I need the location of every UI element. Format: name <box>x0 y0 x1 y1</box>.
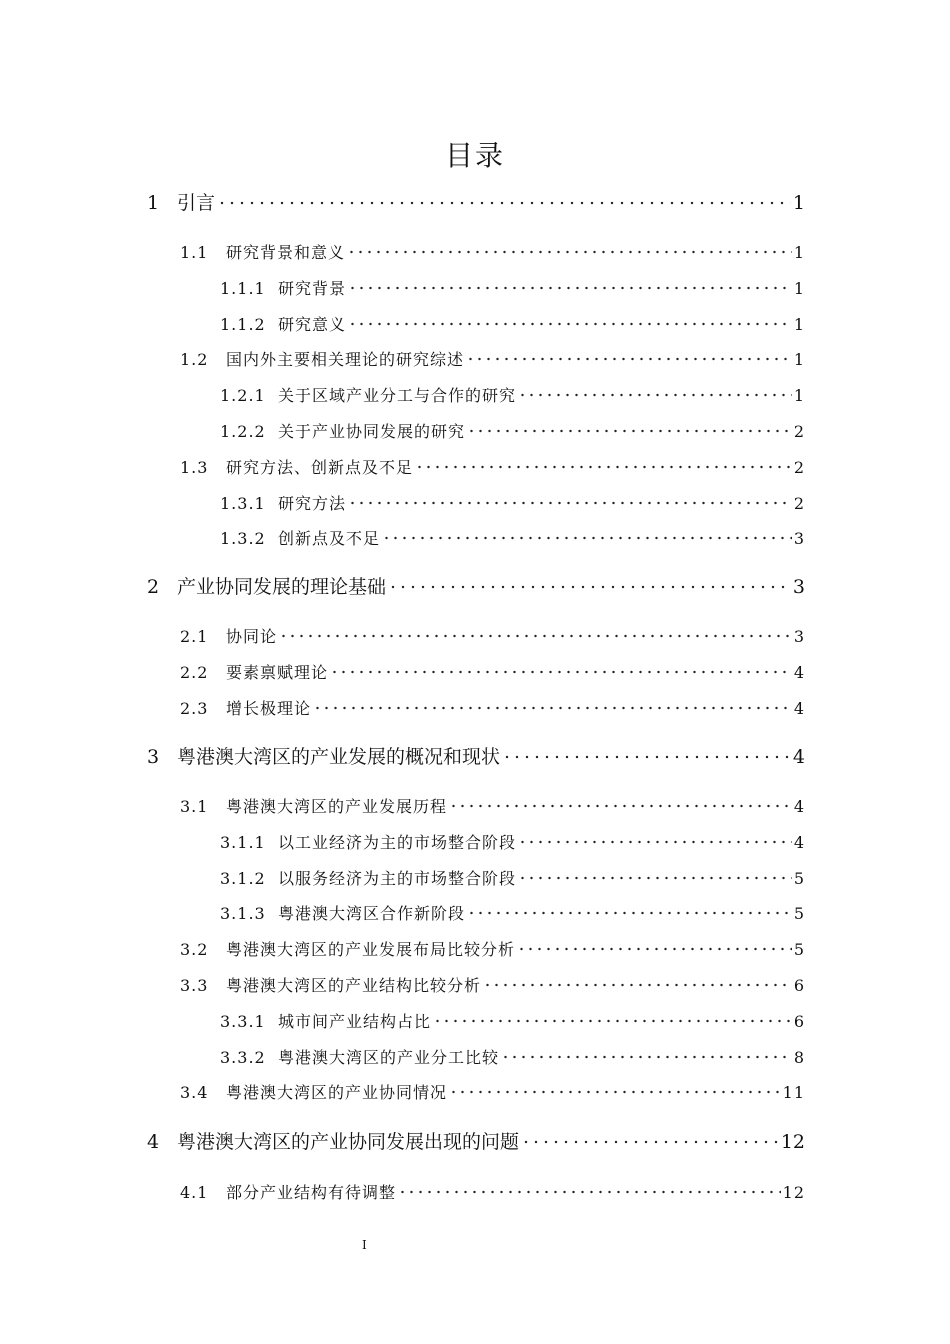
toc-entry[interactable] <box>147 188 805 216</box>
entry-label: 部分产业结构有待调整 <box>226 1183 397 1202</box>
entry-number: 2.3 <box>180 699 209 718</box>
toc-entry[interactable] <box>220 383 805 407</box>
entry-label: 增长极理论 <box>226 699 312 718</box>
entry-number: 3.4 <box>180 1083 209 1102</box>
dot-leader <box>501 1045 792 1063</box>
entry-number: 1.1.2 <box>220 315 266 334</box>
entry-label: 研究背景 <box>278 279 347 298</box>
entry-page: 8 <box>793 1048 805 1067</box>
dot-leader <box>467 419 792 437</box>
toc-entry[interactable] <box>180 696 805 720</box>
toc-entry[interactable] <box>220 830 805 854</box>
entry-page: 5 <box>793 940 805 959</box>
entry-label: 关于区域产业分工与合作的研究 <box>278 386 517 405</box>
toc-entry[interactable] <box>147 572 805 600</box>
toc-entry[interactable] <box>180 1080 805 1104</box>
toc-entry[interactable] <box>220 901 805 925</box>
entry-page: 3 <box>793 627 805 646</box>
entry-number: 3.1.2 <box>220 869 266 888</box>
dot-leader <box>348 312 792 330</box>
entry-number: 3.3.2 <box>220 1048 266 1067</box>
entry-page: 5 <box>793 904 805 923</box>
dot-leader <box>348 276 792 294</box>
toc-entry[interactable] <box>180 240 805 264</box>
dot-leader <box>330 660 792 678</box>
entry-number: 3.2 <box>180 940 209 959</box>
entry-page: 12 <box>782 1183 805 1202</box>
entry-number: 1.1.1 <box>220 279 266 298</box>
entry-page: 4 <box>793 797 805 816</box>
entry-number: 1.2.2 <box>220 422 266 441</box>
entry-number: 2.2 <box>180 663 209 682</box>
entry-number: 3.1.3 <box>220 904 266 923</box>
toc-entry[interactable] <box>180 347 805 371</box>
dot-leader <box>467 901 792 919</box>
dot-leader <box>449 794 792 812</box>
entry-label: 粤港澳大湾区的产业发展历程 <box>226 797 448 816</box>
entry-label: 粤港澳大湾区的产业协同发展出现的问题 <box>177 1131 520 1153</box>
toc-entry[interactable] <box>220 866 805 890</box>
entry-label: 要素禀赋理论 <box>226 663 329 682</box>
dot-leader <box>388 573 791 593</box>
dot-leader <box>502 743 791 763</box>
entry-page: 1 <box>793 350 805 369</box>
dot-leader <box>521 1128 779 1148</box>
dot-leader <box>217 189 791 209</box>
entry-label: 城市间产业结构占比 <box>278 1012 432 1031</box>
entry-page: 1 <box>793 279 805 298</box>
entry-label: 研究方法 <box>278 494 347 513</box>
entry-number: 1.1 <box>180 243 209 262</box>
entry-page: 12 <box>780 1131 805 1153</box>
entry-label: 粤港澳大湾区的产业发展布局比较分析 <box>226 940 516 959</box>
toc-entry[interactable] <box>180 660 805 684</box>
entry-number: 1.2.1 <box>220 386 266 405</box>
dot-leader <box>483 973 792 991</box>
dot-leader <box>347 240 792 258</box>
entry-label: 粤港澳大湾区的产业发展的概况和现状 <box>177 746 501 768</box>
dot-leader <box>415 455 792 473</box>
toc-entry[interactable] <box>180 455 805 479</box>
dot-leader <box>382 526 792 544</box>
entry-number: 3.1.1 <box>220 833 266 852</box>
entry-label: 粤港澳大湾区合作新阶段 <box>278 904 466 923</box>
entry-page: 1 <box>792 192 805 214</box>
toc-entry[interactable] <box>220 1045 805 1069</box>
dot-leader <box>466 347 792 365</box>
dot-leader <box>518 830 792 848</box>
entry-page: 4 <box>792 746 805 768</box>
dot-leader <box>517 937 792 955</box>
entry-number: 4 <box>147 1131 160 1153</box>
entry-label: 粤港澳大湾区的产业协同情况 <box>226 1083 448 1102</box>
dot-leader <box>433 1009 792 1027</box>
entry-number: 1.3 <box>180 458 209 477</box>
page-number: I <box>362 1238 367 1252</box>
entry-number: 1.3.1 <box>220 494 266 513</box>
entry-label: 以服务经济为主的市场整合阶段 <box>278 869 517 888</box>
dot-leader <box>518 866 792 884</box>
entry-page: 3 <box>792 576 805 598</box>
entry-label: 以工业经济为主的市场整合阶段 <box>278 833 517 852</box>
entry-page: 4 <box>793 833 805 852</box>
dot-leader <box>398 1180 781 1198</box>
toc-entry[interactable] <box>220 276 805 300</box>
entry-number: 2.1 <box>180 627 209 646</box>
entry-page: 1 <box>793 315 805 334</box>
toc-entry[interactable] <box>220 419 805 443</box>
entry-page: 1 <box>793 243 805 262</box>
entry-label: 研究方法、创新点及不足 <box>226 458 414 477</box>
toc-entry[interactable] <box>147 742 805 770</box>
entry-page: 1 <box>793 386 805 405</box>
entry-number: 3.3 <box>180 976 209 995</box>
toc-entry[interactable] <box>180 624 805 648</box>
entry-number: 3.1 <box>180 797 209 816</box>
entry-page: 6 <box>793 1012 805 1031</box>
entry-page: 4 <box>793 699 805 718</box>
dot-leader <box>348 491 792 509</box>
entry-number: 3.3.1 <box>220 1012 266 1031</box>
toc-entry[interactable] <box>180 1180 805 1204</box>
dot-leader <box>313 696 792 714</box>
entry-number: 4.1 <box>180 1183 209 1202</box>
entry-page: 2 <box>793 422 805 441</box>
entry-page: 6 <box>793 976 805 995</box>
page-title: 目录 <box>444 139 505 172</box>
toc-entry[interactable] <box>220 312 805 336</box>
entry-page: 11 <box>782 1083 805 1102</box>
toc-entry[interactable] <box>180 794 805 818</box>
entry-page: 5 <box>793 869 805 888</box>
dot-leader <box>518 383 792 401</box>
entry-number: 1 <box>147 192 160 214</box>
dot-leader <box>449 1080 781 1098</box>
entry-label: 研究意义 <box>278 315 347 334</box>
entry-page: 2 <box>793 458 805 477</box>
entry-label: 研究背景和意义 <box>226 243 346 262</box>
toc-entry[interactable] <box>180 937 805 961</box>
entry-label: 国内外主要相关理论的研究综述 <box>226 350 465 369</box>
toc-entry[interactable] <box>220 1009 805 1033</box>
entry-label: 协同论 <box>226 627 278 646</box>
entry-label: 粤港澳大湾区的产业结构比较分析 <box>226 976 482 995</box>
entry-number: 1.3.2 <box>220 529 266 548</box>
toc-entry[interactable] <box>220 526 805 550</box>
dot-leader <box>279 624 792 642</box>
entry-page: 4 <box>793 663 805 682</box>
entry-label: 粤港澳大湾区的产业分工比较 <box>278 1048 500 1067</box>
entry-label: 创新点及不足 <box>278 529 381 548</box>
toc-entry[interactable] <box>220 491 805 515</box>
entry-label: 关于产业协同发展的研究 <box>278 422 466 441</box>
toc-entry[interactable] <box>180 973 805 997</box>
entry-number: 1.2 <box>180 350 209 369</box>
entry-label: 引言 <box>177 192 216 214</box>
entry-number: 2 <box>147 576 160 598</box>
entry-label: 产业协同发展的理论基础 <box>177 576 387 598</box>
entry-page: 3 <box>793 529 805 548</box>
toc-entry[interactable] <box>147 1127 805 1155</box>
entry-page: 2 <box>793 494 805 513</box>
entry-number: 3 <box>147 746 160 768</box>
